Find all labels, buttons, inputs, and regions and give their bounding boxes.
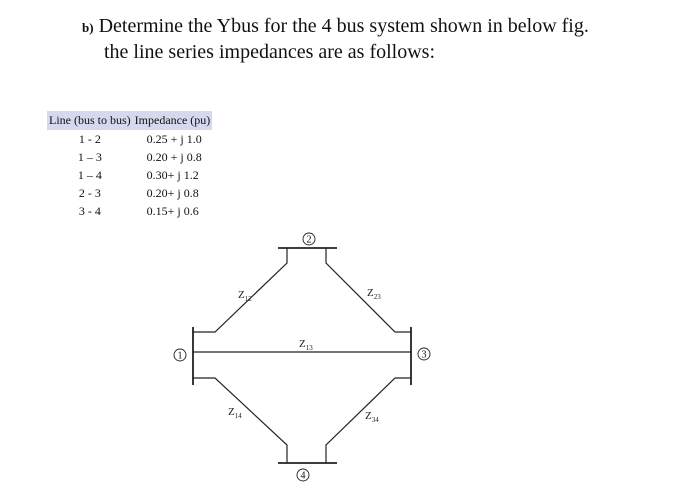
question-line-1: Determine the Ybus for the 4 bus system shown in below fig. — [98, 15, 589, 37]
cell-line: 1 - 2 — [78, 132, 101, 146]
cell-impedance: 0.30+ j 1.2 — [146, 168, 199, 182]
bus-marker-2 — [303, 233, 315, 246]
label-z34: $Z_{34}$ — [365, 410, 379, 424]
line-1-4 — [193, 378, 287, 463]
svg-text:4: 4 — [300, 470, 306, 482]
bus-marker-4 — [297, 469, 309, 482]
cell-line: 3 - 4 — [78, 204, 101, 218]
cell-impedance: 0.20 + j 0.8 — [146, 150, 202, 164]
label-z14: $Z_{14}$ — [228, 406, 242, 420]
cell-line: 1 – 4 — [77, 168, 102, 182]
cell-line: 1 – 3 — [77, 150, 102, 164]
cell-impedance: 0.25 + j 1.0 — [146, 132, 202, 146]
cell-line: 2 - 3 — [78, 186, 101, 200]
svg-text:3: 3 — [421, 349, 427, 361]
header-impedance: Impedance (pu) — [133, 111, 213, 130]
bus-marker-1 — [174, 349, 186, 362]
label-z12: $Z_{12}$ — [238, 289, 252, 303]
header-line: Line (bus to bus) — [47, 111, 133, 130]
label-z23: $Z_{23}$ — [367, 287, 381, 301]
cell-impedance: 0.15+ j 0.6 — [146, 204, 199, 218]
svg-text:1: 1 — [177, 350, 183, 362]
cell-impedance: 0.20+ j 0.8 — [146, 186, 199, 200]
question-line-2: the line series impedances are as follows: — [104, 41, 435, 63]
label-z13: $Z_{13}$ — [299, 338, 313, 352]
bus-marker-3 — [418, 348, 430, 361]
svg-text:2: 2 — [306, 234, 312, 246]
question-prefix: b) — [82, 20, 94, 35]
